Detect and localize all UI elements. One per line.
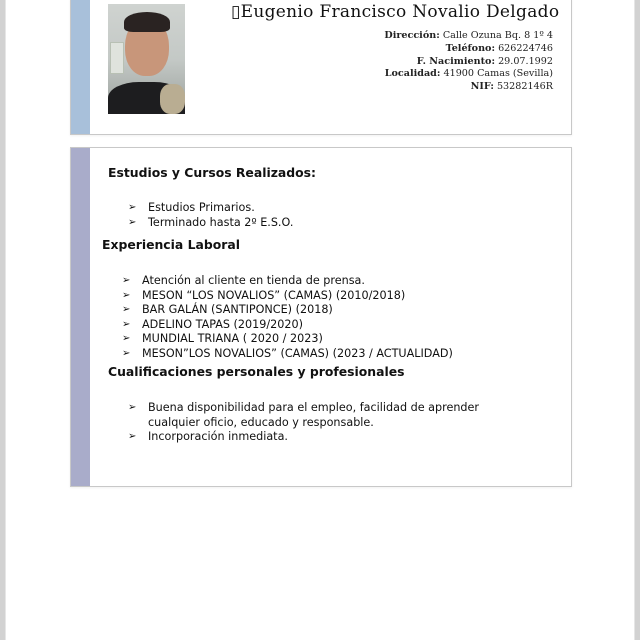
arrow-bullet-icon: ➢: [122, 289, 131, 301]
list-item: ➢ Incorporación inmediata.: [128, 430, 288, 444]
list-item: ➢ Atención al cliente en tienda de prensa.: [122, 274, 365, 287]
list-item: ➢ Buena disponibilidad para el empleo, facilidad de aprender cualquier oficio, educado y responsable.: [128, 401, 480, 429]
phone-row: Teléfono: 626224746: [445, 42, 553, 54]
photo-hand: [160, 84, 185, 114]
list-item: ➢ Estudios Primarios.: [128, 201, 255, 214]
content-box: [70, 147, 572, 487]
header-accent-bar: [71, 0, 90, 134]
list-item: ➢ MUNDIAL TRIANA ( 2020 / 2023): [122, 332, 323, 346]
experience-list: [122, 274, 453, 362]
arrow-bullet-icon: ➢: [128, 202, 137, 213]
arrow-bullet-icon: ➢: [128, 216, 137, 228]
page-edge-left: [0, 0, 6, 640]
list-item: ➢ Terminado hasta 2º E.S.O.: [128, 215, 294, 229]
arrow-bullet-icon: ➢: [122, 318, 131, 330]
page-edge-right: [634, 0, 640, 640]
photo-hair: [124, 12, 170, 32]
content-accent-bar: [71, 148, 90, 486]
candidate-name: ▯Eugenio Francisco Novalio Delgado: [231, 2, 560, 22]
list-item: ➢ MESON”LOS NOVALIOS” (CAMAS) (2023 / ACTUALIDAD): [122, 346, 453, 360]
address-row: Dirección: Calle Ozuna Bq. 8 1º 4: [384, 30, 553, 41]
arrow-bullet-icon: ➢: [122, 347, 131, 359]
arrow-bullet-icon: ➢: [128, 431, 137, 443]
locality-row: Localidad: 41900 Camas (Sevilla): [384, 68, 553, 80]
list-item: ➢ ADELINO TAPAS (2019/2020): [122, 317, 303, 331]
header-box: [70, 0, 572, 135]
qualifications-list: [128, 401, 528, 445]
birthdate-row: F. Nacimiento: 29.07.1992: [416, 55, 553, 67]
arrow-bullet-icon: ➢: [128, 402, 137, 413]
photo-background-picture: [110, 42, 124, 74]
arrow-bullet-icon: ➢: [122, 304, 131, 316]
list-item: ➢ BAR GALÁN (SANTIPONCE) (2018): [122, 303, 333, 317]
nif-row: NIF: 53282146R: [470, 81, 553, 93]
studies-list: [128, 201, 293, 230]
contact-info: [384, 30, 553, 94]
arrow-bullet-icon: ➢: [122, 333, 131, 345]
list-item: ➢ MESON “LOS NOVALIOS” (CAMAS) (2010/2018): [122, 288, 406, 302]
arrow-bullet-icon: ➢: [122, 275, 131, 286]
studies-heading: Estudios y Cursos Realizados:: [108, 165, 316, 180]
profile-photo: [108, 4, 185, 114]
experience-heading: Experiencia Laboral: [102, 237, 240, 252]
qualifications-heading: Cualificaciones personales y profesionales: [108, 364, 405, 379]
